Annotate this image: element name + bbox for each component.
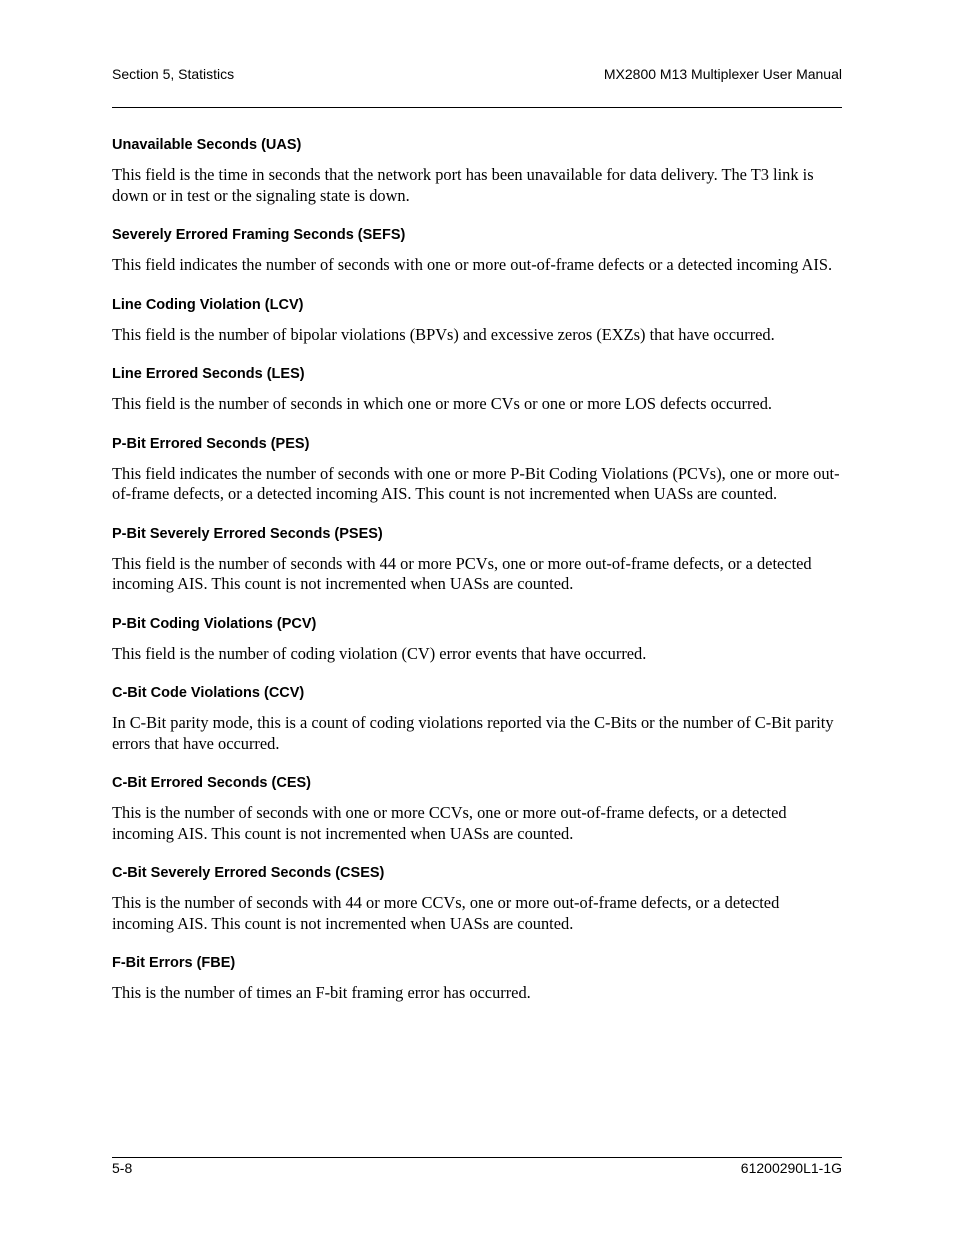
entry-body: This is the number of seconds with one or more CCVs, one or more out-of-frame defects, or a detected incoming AIS. This count is not incremented when UASs are counted.	[112, 803, 787, 843]
entry-body: This field indicates the number of seconds with one or more P-Bit Coding Violations (PCVs), one or more out-of-frame defects, or a detected incoming AIS. This count is not incremented when UASs are counted.	[112, 463, 840, 503]
entry-sefs	[112, 227, 842, 276]
entry-body: This field indicates the number of seconds with one or more out-of-frame defects or a detected incoming AIS.	[112, 255, 833, 274]
entry-pes	[112, 436, 842, 505]
entry-heading: C-Bit Severely Errored Seconds (CSES)	[112, 865, 385, 881]
page-header	[112, 66, 842, 84]
entry-body: In C-Bit parity mode, this is a count of coding violations reported via the C-Bits or the number of C-Bit parity errors that have occurred.	[112, 713, 834, 753]
entry-pcv	[112, 616, 842, 665]
entry-cses	[112, 865, 842, 934]
entry-heading: C-Bit Errored Seconds (CES)	[112, 775, 311, 791]
entry-heading: P-Bit Errored Seconds (PES)	[112, 435, 310, 452]
entry-heading: P-Bit Severely Errored Seconds (PSES)	[112, 525, 383, 542]
header-section: Section 5, Statistics	[112, 66, 235, 82]
header-manual-title: MX2800 M13 Multiplexer User Manual	[603, 66, 842, 82]
entry-lcv	[112, 297, 842, 346]
header-divider	[112, 107, 842, 108]
page-content	[112, 137, 842, 1025]
entry-fbe	[112, 955, 842, 1004]
entry-body: This field is the number of seconds with 44 or more PCVs, one or more out-of-frame defects, or a detected incoming AIS. This count is not incremented when UASs are counted.	[112, 553, 812, 593]
entry-body: This is the number of seconds with 44 or more CCVs, one or more out-of-frame defects, or a detected incoming AIS. This count is not incremented when UASs are counted.	[112, 893, 780, 933]
entry-uas	[112, 137, 842, 206]
entry-ccv	[112, 685, 842, 754]
page-footer	[112, 1160, 842, 1178]
entry-heading: P-Bit Coding Violations (PCV)	[112, 615, 317, 632]
entry-heading: Unavailable Seconds (UAS)	[112, 137, 302, 153]
entry-body: This field is the number of coding violation (CV) error events that have occurred.	[112, 643, 647, 663]
entry-body: This field is the number of bipolar violations (BPVs) and excessive zeros (EXZs) that have occurred.	[112, 324, 775, 344]
entry-body: This field is the number of seconds in which one or more CVs or one or more LOS defects occurred.	[112, 394, 773, 413]
entry-body: This is the number of times an F-bit framing error has occurred.	[112, 983, 531, 1002]
entry-body: This field is the time in seconds that the network port has been unavailable for data delivery. The T3 link is down or in test or the signaling state is down.	[112, 165, 814, 205]
entry-heading: Severely Errored Framing Seconds (SEFS)	[112, 227, 406, 243]
footer-divider	[112, 1157, 842, 1158]
entry-heading: Line Coding Violation (LCV)	[112, 296, 304, 313]
entry-pses	[112, 526, 842, 595]
document-number: 61200290L1-1G	[740, 1160, 842, 1176]
page-number: 5-8	[112, 1160, 133, 1176]
entry-ces	[112, 775, 842, 844]
entry-heading: C-Bit Code Violations (CCV)	[112, 685, 305, 701]
entry-les	[112, 366, 842, 415]
entry-heading: F-Bit Errors (FBE)	[112, 955, 236, 971]
entry-heading: Line Errored Seconds (LES)	[112, 366, 305, 382]
